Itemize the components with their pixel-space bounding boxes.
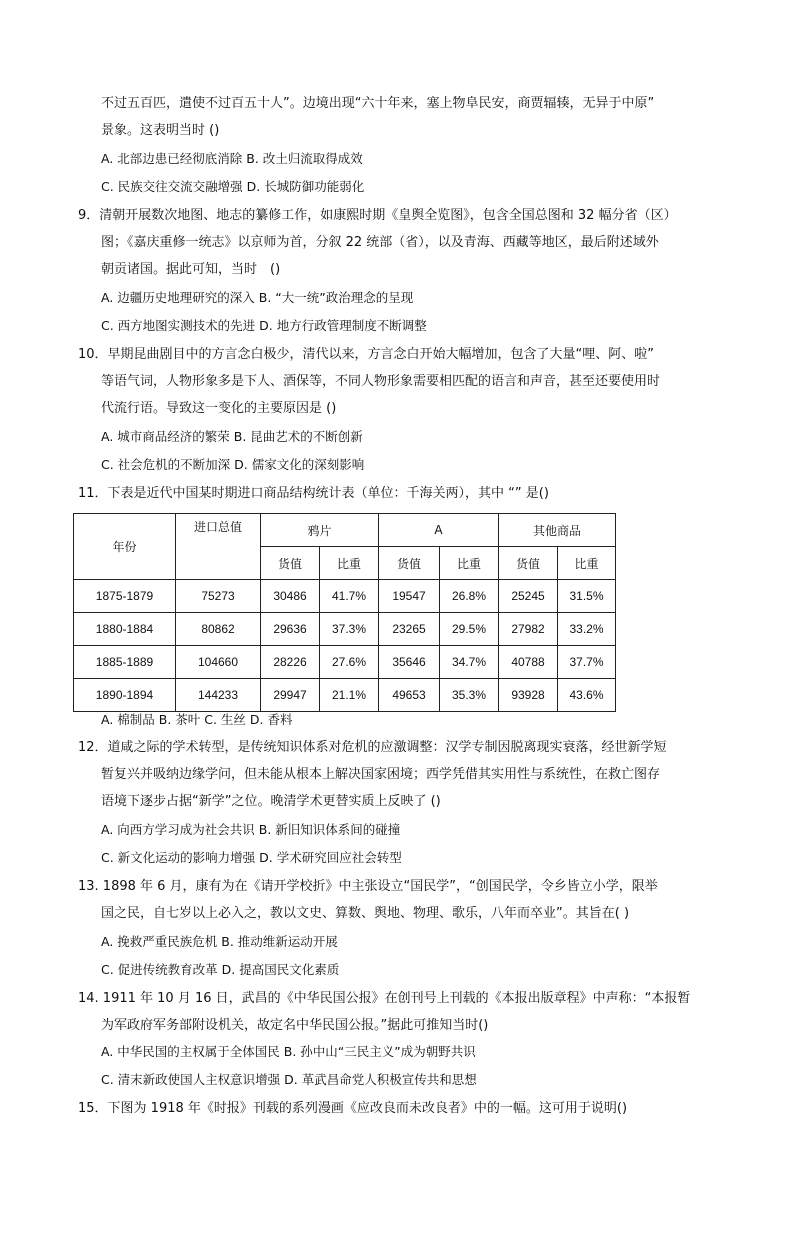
q10-options-ab: A. 城市商品经济的繁荣 B. 昆曲艺术的不断创新: [101, 429, 363, 444]
cell-opium-value: 28226: [261, 646, 320, 679]
cell-year: 1875-1879: [74, 580, 176, 613]
cell-year: 1885-1889: [74, 646, 176, 679]
q14-stem-line1: 14. 1911 年 10 月 16 日，武昌的《中华民国公报》在创刊号上刊载的《本报出版章程》中声称：“本报暂: [78, 991, 691, 1006]
q15-stem: 15．下图为 1918 年《时报》刊载的系列漫画《应改良而未改良者》中的一幅。这可用于说明(): [78, 1101, 628, 1116]
table-row: [74, 580, 616, 613]
q11-options: A. 棉制品 B. 茶叶 C. 生丝 D. 香料: [101, 712, 293, 727]
q8-options-cd: C. 民族交往交流交融增强 D. 长城防御功能弱化: [101, 179, 365, 194]
q10-options-cd: C. 社会危机的不断加深 D. 儒家文化的深刻影响: [101, 457, 365, 472]
q10-stem-line1: 10．早期昆曲剧目中的方言念白极少，清代以来，方言念白开始大幅增加，包含了大量“哩、阿、啦”: [78, 347, 655, 362]
cell-other-value: 40788: [499, 646, 558, 679]
cell-opium-ratio: 41.7%: [320, 580, 379, 613]
q12-stem-line2: 暂复兴并吸纳边缘学问，但未能从根本上解决国家困境；西学凭借其实用性与系统性，在救亡图存: [101, 767, 661, 782]
cell-total: 144233: [176, 679, 261, 712]
header-other: 其他商品: [499, 514, 616, 547]
table-row: [74, 679, 616, 712]
cell-a-value: 23265: [379, 613, 440, 646]
header-year: 年份: [74, 514, 176, 580]
cell-a-value: 19547: [379, 580, 440, 613]
cell-a-ratio: 26.8%: [440, 580, 499, 613]
q13-options-ab: A. 挽救严重民族危机 B. 推动维新运动开展: [101, 934, 338, 949]
q13-stem-line2: 国之民，自七岁以上必入之，教以文史、算数、舆地、物理、歌乐，八年而卒业”。其旨在( ): [101, 906, 630, 921]
q9-options-cd: C. 西方地图实测技术的先进 D. 地方行政管理制度不断调整: [101, 318, 427, 333]
cell-opium-ratio: 27.6%: [320, 646, 379, 679]
cell-a-value: 49653: [379, 679, 440, 712]
cell-year: 1880-1884: [74, 613, 176, 646]
q8-stem-line1: 不过五百匹，遣使不过百五十人”。边境出现“六十年来，塞上物阜民安，商贾辐辏，无异于中原”: [101, 96, 655, 111]
header-a-value: 货值: [379, 547, 440, 580]
q12-options-cd: C. 新文化运动的影响力增强 D. 学术研究回应社会转型: [101, 850, 402, 865]
q8-options-ab: A. 北部边患已经彻底消除 B. 改土归流取得成效: [101, 151, 363, 166]
header-a-ratio: 比重: [440, 547, 499, 580]
cell-other-value: 93928: [499, 679, 558, 712]
cell-other-ratio: 33.2%: [558, 613, 616, 646]
cell-opium-ratio: 21.1%: [320, 679, 379, 712]
import-structure-table: [73, 513, 616, 712]
cell-other-value: 27982: [499, 613, 558, 646]
cell-opium-value: 29636: [261, 613, 320, 646]
q13-stem-line1: 13. 1898 年 6 月，康有为在《请开学校折》中主张设立“国民学”，“创国民学，令乡皆立小学，限举: [78, 879, 658, 894]
cell-opium-value: 29947: [261, 679, 320, 712]
header-opium-value: 货值: [261, 547, 320, 580]
q9-options-ab: A. 边疆历史地理研究的深入 B. “大一统”政治理念的呈现: [101, 290, 414, 305]
header-opium-ratio: 比重: [320, 547, 379, 580]
q12-options-ab: A. 向西方学习成为社会共识 B. 新旧知识体系间的碰撞: [101, 822, 401, 837]
header-opium: 鸦片: [261, 514, 379, 547]
header-other-ratio: 比重: [558, 547, 616, 580]
header-other-value: 货值: [499, 547, 558, 580]
cell-total: 75273: [176, 580, 261, 613]
header-a: A: [379, 514, 499, 547]
cell-a-ratio: 35.3%: [440, 679, 499, 712]
q9-stem-line3: 朝贡诸国。据此可知，当时 (): [101, 262, 281, 277]
q14-options-cd: C. 清末新政使国人主权意识增强 D. 革武昌命党人积极宣传共和思想: [101, 1072, 477, 1087]
q9-stem-line1: 9．清朝开展数次地图、地志的纂修工作，如康熙时期《皇舆全览图》，包含全国总图和 32 幅分省（区）: [78, 208, 677, 223]
cell-other-value: 25245: [499, 580, 558, 613]
cell-a-ratio: 29.5%: [440, 613, 499, 646]
header-total: 进口总值: [176, 514, 261, 580]
q14-stem-line2: 为军政府军务部附设机关，故定名中华民国公报。”据此可推知当时(): [101, 1018, 489, 1033]
q12-stem-line3: 语境下逐步占据“新学”之位。晚清学术更替实质上反映了 (): [101, 794, 441, 809]
cell-other-ratio: 43.6%: [558, 679, 616, 712]
cell-opium-value: 30486: [261, 580, 320, 613]
cell-other-ratio: 37.7%: [558, 646, 616, 679]
cell-other-ratio: 31.5%: [558, 580, 616, 613]
q14-options-ab: A. 中华民国的主权属于全体国民 B. 孙中山“三民主义”成为朝野共识: [101, 1044, 476, 1059]
table-row: [74, 646, 616, 679]
q10-stem-line2: 等语气词，人物形象多是下人、酒保等，不同人物形象需要相匹配的语言和声音，甚至还要使用时: [101, 374, 661, 389]
cell-a-value: 35646: [379, 646, 440, 679]
q12-stem-line1: 12．道咸之际的学术转型，是传统知识体系对危机的应激调整：汉学专制因脱离现实衰落，经世新学短: [78, 740, 667, 755]
cell-opium-ratio: 37.3%: [320, 613, 379, 646]
q10-stem-line3: 代流行语。导致这一变化的主要原因是 (): [101, 401, 337, 416]
q9-stem-line2: 图；《嘉庆重修一统志》以京师为首，分叙 22 统部（省），以及青海、西藏等地区，最后附述域外: [101, 235, 659, 250]
q11-stem: 11．下表是近代中国某时期进口商品结构统计表（单位：千海关两），其中 “” 是(): [78, 486, 549, 501]
table-row: [74, 613, 616, 646]
cell-year: 1890-1894: [74, 679, 176, 712]
cell-total: 80862: [176, 613, 261, 646]
q8-stem-line2: 景象。这表明当时 (): [101, 123, 220, 138]
q13-options-cd: C. 促进传统教育改革 D. 提高国民文化素质: [101, 962, 340, 977]
cell-a-ratio: 34.7%: [440, 646, 499, 679]
cell-total: 104660: [176, 646, 261, 679]
